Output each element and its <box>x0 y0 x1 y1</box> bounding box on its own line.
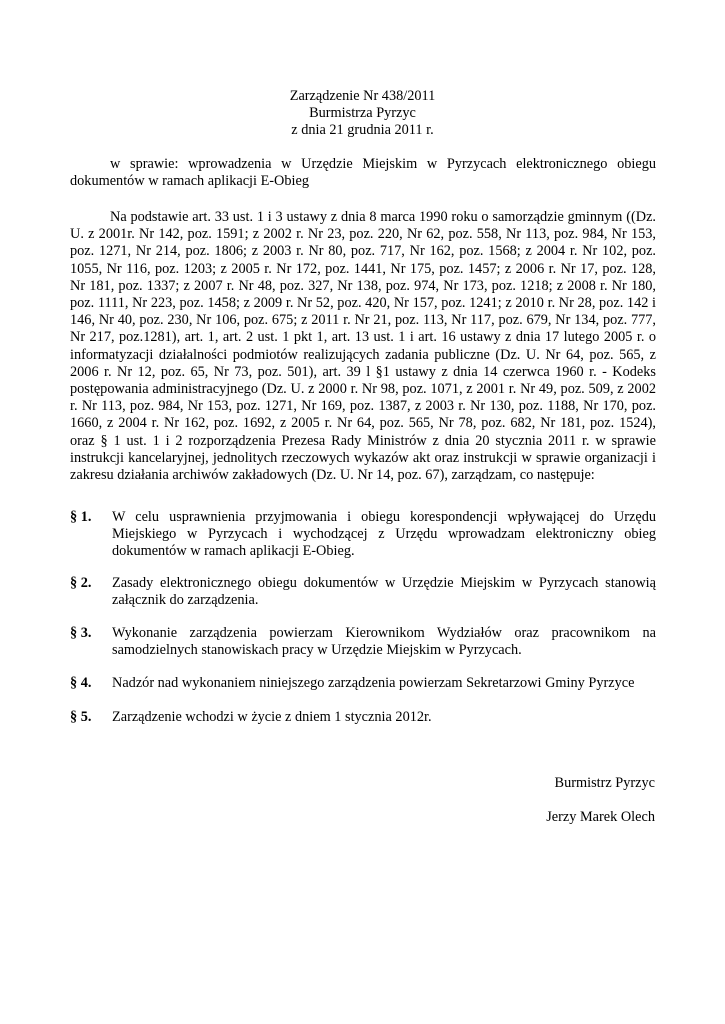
document-title: Zarządzenie Nr 438/2011 <box>289 88 436 104</box>
paragraph-1-number: § 1. <box>70 509 92 525</box>
paragraph-2-number: § 2. <box>70 575 92 591</box>
document-issuer: Burmistrza Pyrzyc <box>309 105 416 122</box>
paragraph-3-text: Wykonanie zarządzenia powierzam Kierownikom Wydziałów oraz pracownikom na samodzielnych stanowiskach pracy w Urzędzie Miejskim w Pyrzycach. <box>112 625 656 659</box>
document-subject: w sprawie: wprowadzenia w Urzędzie Miejskim w Pyrzycach elektronicznego obiegu dokumentów w ramach aplikacji E-Obieg <box>70 156 656 190</box>
paragraph-4-number: § 4. <box>70 675 92 691</box>
paragraph-1-text: W celu usprawnienia przyjmowania i obiegu korespondencji wpływającej do Urzędu Miejskiego w Pyrzycach i wychodzącej z Urzędu wprowadzam elektroniczny obieg dokumentów w ramach aplikacji E-Obieg. <box>112 509 656 560</box>
paragraph-3 <box>70 625 656 659</box>
signature-name: Jerzy Marek Olech <box>546 809 655 825</box>
document-date: z dnia 21 grudnia 2011 r. <box>291 122 434 139</box>
paragraph-2 <box>70 575 656 609</box>
signature-title: Burmistrz Pyrzyc <box>554 775 655 791</box>
paragraph-4-text: Nadzór nad wykonaniem niniejszego zarządzenia powierzam Sekretarzowi Gminy Pyrzyce <box>112 675 635 691</box>
paragraph-4 <box>70 675 656 692</box>
paragraph-2-text: Zasady elektronicznego obiegu dokumentów w Urzędzie Miejskim w Pyrzycach stanowią załącznik do zarządzenia. <box>112 575 656 609</box>
paragraph-5-number: § 5. <box>70 709 92 725</box>
paragraph-5 <box>70 709 656 726</box>
document-header <box>0 88 725 140</box>
paragraph-1 <box>70 509 656 561</box>
paragraph-3-number: § 3. <box>70 625 92 641</box>
legal-basis: Na podstawie art. 33 ust. 1 i 3 ustawy z dnia 8 marca 1990 roku o samorządzie gminnym ((Dz. U. z 2001r. Nr 142, poz. 1591; z 2002 r. Nr 23, poz. 220, Nr 62, poz. 558, Nr 113, poz. 984, Nr 153, poz. 1271, Nr 214, poz. 1806; z 2003 r. Nr 80, poz. 717, Nr 162, poz. 1568; z 2004 r. Nr 102, poz. 1055, Nr 116, poz. 1203; z 2005 r. Nr 172, poz. 1441, Nr 175, poz. 1457; z 2006 r. Nr 17, poz. 128, Nr 181, poz. 1337; z 2007 r. Nr 48, poz. 327, Nr 138, poz. 974, Nr 173, poz. 1218; z 2008 r. Nr 180, poz. 1111, Nr 223, poz. 1458; z 2009 r. Nr 52, poz. 420, Nr 157, poz. 1241; z 2010 r. Nr 28, poz. 142 i 146, Nr 40, poz. 230, Nr 106, poz. 675; z 2011 r. Nr 21, poz. 113, Nr 117, poz. 679, Nr 134, poz. 777, Nr 217, poz.1281), art. 1, art. 2 ust. 1 pkt 1, art. 13 ust. 1 i art. 16 ustawy z dnia 17 lutego 2005 r. o informatyzacji działalności podmiotów realizujących zadania publiczne (Dz. U. Nr 64, poz. 565, z 2006 r. Nr 12, poz. 65, Nr 73, poz. 501), art. 39 l §1 ustawy z dnia 14 czerwca 1960 r. - Kodeks postępowania administracyjnego (Dz. U. z 2000 r. Nr 98, poz. 1071, z 2001 r. Nr 49, poz. 509, z 2002 r. Nr 113, poz. 984, Nr 153, poz. 1271, Nr 169, poz. 1387, z 2003 r. Nr 130, poz. 1188, Nr 170, poz. 1660, z 2004 r. Nr 162, poz. 1692, z 2005 r. Nr 64, poz. 565, Nr 78, poz. 682, Nr 181, poz. 1524), oraz § 1 ust. 1 i 2 rozporządzenia Prezesa Rady Ministrów z dnia 20 stycznia 2011 r. w sprawie instrukcji kancelaryjnej, jednolitych rzeczowych wykazów akt oraz instrukcji w sprawie organizacji i zakresu działania archiwów zakładowych (Dz. U. Nr 14, poz. 67), zarządzam, co następuje: <box>70 209 656 484</box>
paragraph-5-text: Zarządzenie wchodzi w życie z dniem 1 stycznia 2012r. <box>112 709 432 725</box>
